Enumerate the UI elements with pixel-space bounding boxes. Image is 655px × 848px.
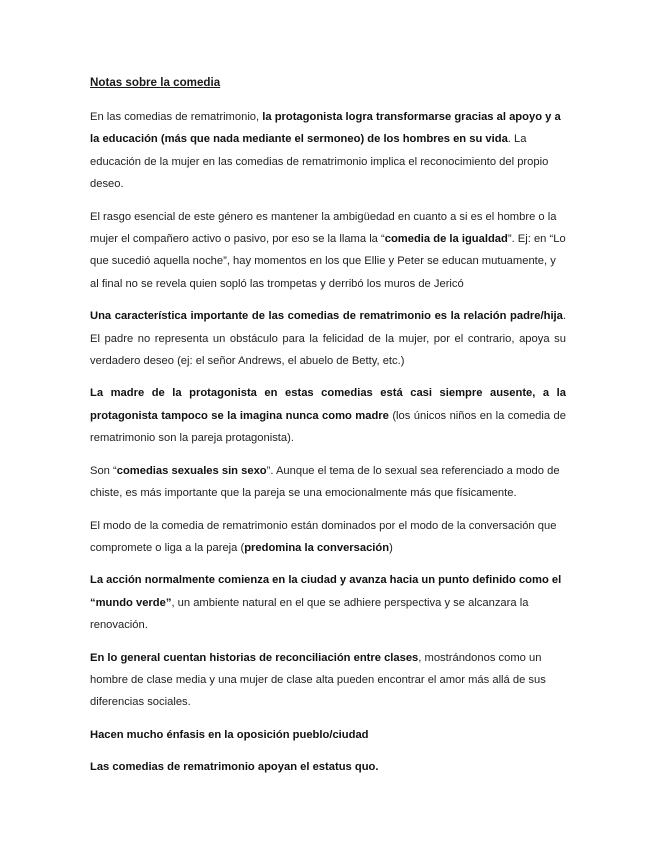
document-page — [90, 73, 566, 789]
text-run: . El padre no representa un obstáculo para la felicidad de la mujer, por el contrario, apoya su verdadero deseo (ej: el señor Andrews, el abuelo de Betty, etc.) — [90, 310, 566, 368]
bold-text-run: Las comedias de rematrimonio apoyan el estatus quo. — [90, 761, 379, 774]
paragraph — [90, 515, 566, 560]
paragraph — [90, 206, 566, 296]
bold-text-run: comedias sexuales sin sexo — [116, 464, 267, 477]
text-run: ) — [389, 541, 393, 554]
paragraph — [90, 724, 566, 746]
bold-text-run: predomina la conversación — [244, 541, 390, 554]
paragraph-list — [90, 106, 566, 779]
text-run: ”. Aunque el tema de lo sexual sea referenciado a modo de chiste, es más importante que la pareja se una emocionalmente más que físicamente. — [90, 464, 560, 500]
paragraph — [90, 647, 566, 714]
paragraph — [90, 569, 566, 636]
bold-text-run: Una característica importante de las comedias de rematrimonio es la relación padre/hija — [90, 310, 563, 323]
paragraph — [90, 305, 566, 372]
bold-text-run: comedia de la igualdad — [384, 233, 508, 246]
bold-text-run: En lo general cuentan historias de reconciliación entre clases — [90, 651, 419, 664]
text-run: ”. Ej: en “Lo que sucedió aquella noche”, hay momentos en los que Ellie y Peter se educan mutuamente, y al final no se revela quien sopló las trompetas y derribó los muros de Jericó — [90, 233, 566, 290]
paragraph — [90, 460, 566, 505]
bold-text-run: La acción normalmente comienza en la ciudad y avanza hacia un punto definido como el “mundo verde” — [90, 574, 562, 609]
text-run: , mostrándonos como un hombre de clase media y una mujer de clase alta pueden encontrar el amor más allá de sus diferencias sociales. — [90, 651, 546, 709]
bold-text-run: Hacen mucho énfasis en la oposición pueblo/ciudad — [90, 728, 369, 741]
text-run: (los únicos niños en la comedia de rematrimonio son la pareja protagonista). — [90, 409, 566, 445]
text-run: Son “ — [90, 464, 117, 477]
text-run: En las comedias de rematrimonio, — [90, 111, 263, 123]
text-run: El rasgo esencial de este género es mantener la ambigüedad en cuanto a si es el hombre o la mujer el compañero activo o pasivo, por eso se la llama la “ — [90, 210, 557, 246]
paragraph — [90, 756, 566, 778]
paragraph — [90, 106, 566, 196]
document-title: Notas sobre la comedia — [90, 76, 221, 89]
bold-text-run: la protagonista logra transformarse gracias al apoyo y a la educación (más que nada mediante el sermoneo) de los hombres en su vida — [90, 111, 561, 146]
text-run: . La educación de la mujer en las comedias de rematrimonio implica el reconocimiento del propio deseo. — [90, 133, 549, 191]
bold-text-run: La madre de la protagonista en estas comedias está casi siempre ausente, a la protagonista tampoco se la imagina nunca como madre — [90, 387, 566, 422]
text-run: , un ambiente natural en el que se adhiere perspectiva y se alcanzara la renovación. — [90, 596, 529, 632]
paragraph — [90, 382, 566, 449]
text-run: El modo de la comedia de rematrimonio están dominados por el modo de la conversación que compromete o liga a la pareja ( — [90, 519, 557, 554]
